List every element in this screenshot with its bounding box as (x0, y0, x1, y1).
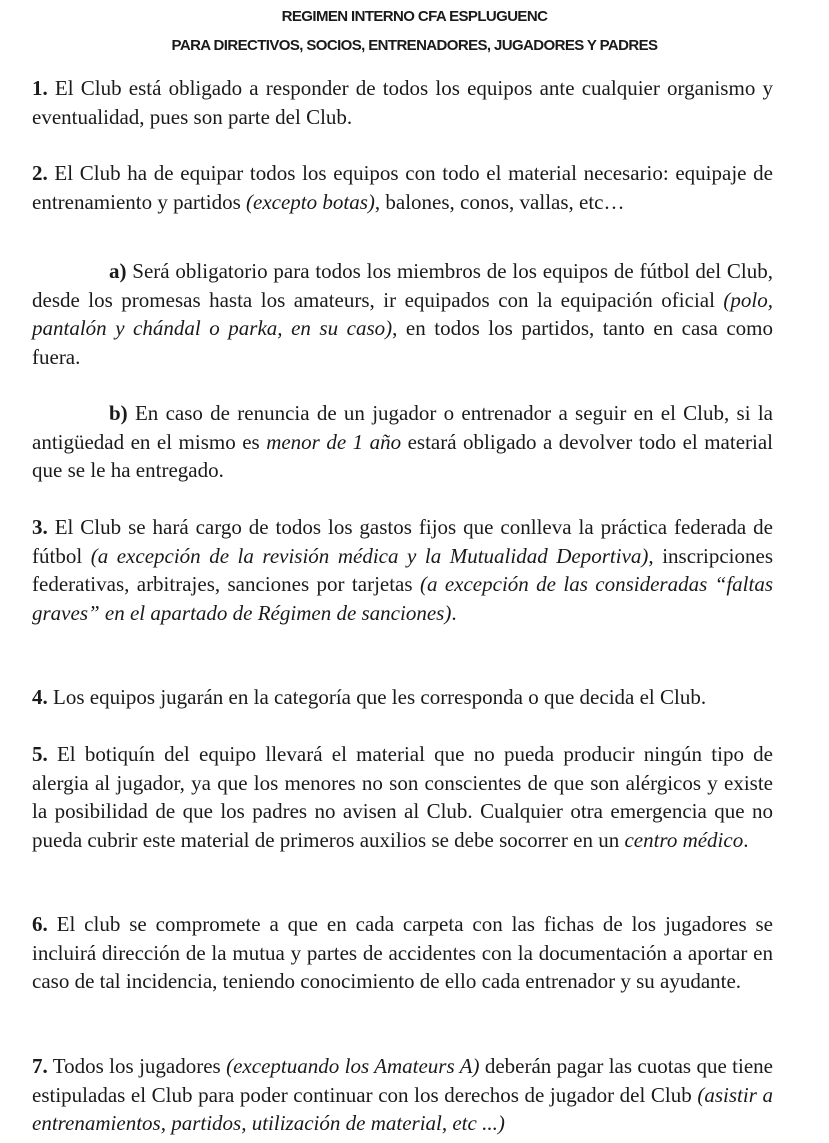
rule-text: El club se compromete a que en cada carpeta con las fichas de los jugadores se incluirá dirección de la mutua y partes de accidentes con la documentación a aportar en caso de tal incidencia, teniendo conocimiento de ello cada entrenador y su ayudante. (32, 912, 773, 993)
rule-1 (32, 74, 773, 131)
rule-text: , balones, conos, vallas, etc… (374, 189, 625, 214)
rule-text: Todos los jugadores (47, 1054, 227, 1078)
document-title: REGIMEN INTERNO CFA ESPLUGUENC (281, 8, 548, 25)
rule-7 (32, 1052, 773, 1138)
rule-text-italic: (a excepción de la revisión médica y la Mutualidad Deportiva) (90, 543, 649, 568)
rule-text: , en todos los partidos, tanto en casa como fuera. (32, 316, 773, 369)
rule-text-italic: (polo, pantalón y chándal o parka, en su caso) (32, 287, 773, 340)
rule-number: b) (109, 401, 128, 425)
rule-number: 7. (32, 1054, 48, 1078)
rule-2a (32, 257, 773, 371)
rule-number: 1. (32, 76, 48, 100)
rule-text: El Club está obligado a responder de todos los equipos ante cualquier organismo y eventualidad, pues son parte del Club. (32, 76, 773, 129)
rule-text-italic: (asistir a entrenamientos, partidos, utilización de material, etc ...) (32, 1082, 773, 1135)
rule-2b (32, 399, 773, 485)
rule-number: a) (109, 259, 127, 283)
rule-text: El Club se hará cargo de todos los gastos fijos que conlleva la práctica federada de fútbol (32, 515, 773, 568)
rule-number: 6. (32, 912, 48, 936)
rule-number: 5. (32, 742, 48, 766)
rule-text: En caso de renuncia de un jugador o entrenador a seguir en el Club, si la antigüedad en el mismo es (32, 401, 773, 454)
rule-text: El Club ha de equipar todos los equipos con todo el material necesario: equipaje de entrenamiento y partidos (32, 161, 773, 214)
rule-text-italic: (exceptuando los Amateurs A) (226, 1054, 480, 1078)
rule-text: , inscripciones federativas, arbitrajes, sanciones por tarjetas (32, 543, 773, 596)
rule-4 (32, 683, 773, 712)
rule-6 (32, 910, 773, 996)
rule-number: 4. (32, 685, 48, 709)
rule-number: 3. (32, 515, 48, 539)
rule-text-italic: (excepto botas) (246, 189, 375, 214)
rule-number: 2. (32, 161, 48, 185)
rule-5 (32, 740, 773, 854)
rule-text: deberán pagar las cuotas que tiene estipuladas el Club para poder continuar con los derechos de jugador del Club (32, 1054, 773, 1107)
rule-text: . (451, 600, 457, 625)
rule-text: Los equipos jugarán en la categoría que les corresponda o que decida el Club. (47, 685, 707, 709)
rule-text-italic: centro médico (624, 827, 744, 852)
rule-2 (32, 159, 773, 216)
document-subtitle: PARA DIRECTIVOS, SOCIOS, ENTRENADORES, JUGADORES Y PADRES (171, 37, 658, 54)
rule-3 (32, 513, 773, 627)
rule-text: estará obligado a devolver todo el material que se le ha entregado. (32, 429, 773, 482)
rule-text: El botiquín del equipo llevará el material que no pueda producir ningún tipo de alergia al jugador, ya que los menores no son conscientes de que son alérgicos y existe la posibilidad de que los padres no avisen al Club. Cualquier otra emergencia que no pueda cubrir este material de primeros auxilios se debe socorrer en un (32, 742, 773, 852)
rule-text-italic: (a excepción de las consideradas “faltas graves” en el apartado de Régimen de sanciones) (32, 572, 773, 625)
rule-text: . (743, 827, 749, 852)
rule-text-italic: menor de 1 año (266, 429, 402, 454)
rule-text: Será obligatorio para todos los miembros de los equipos de fútbol del Club, desde los promesas hasta los amateurs, ir equipados con la equipación oficial (32, 259, 773, 312)
